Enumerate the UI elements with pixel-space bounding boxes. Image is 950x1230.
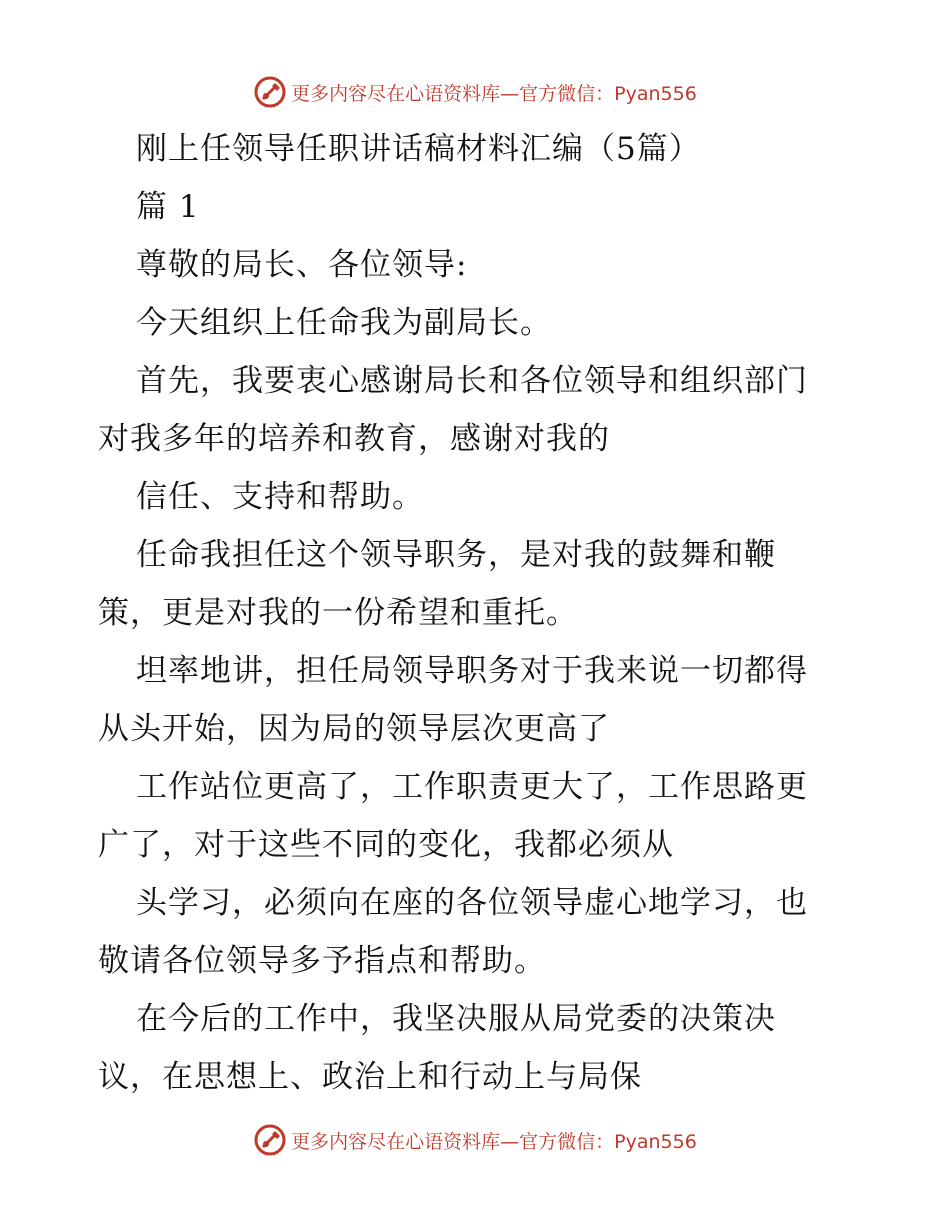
paragraph-line: 首先，我要衷心感谢局长和各位领导和组织部门	[136, 363, 808, 399]
paragraph-line: 信任、支持和帮助。	[136, 479, 424, 515]
paragraph-line: 从头开始，因为局的领导层次更高了	[98, 711, 610, 747]
paragraph-line: 议，在思想上、政治上和行动上与局保	[98, 1059, 642, 1095]
footer-banner	[0, 1120, 950, 1160]
paragraph-line: 头学习，必须向在座的各位领导虚心地学习，也	[136, 885, 808, 921]
logo-icon	[253, 1123, 287, 1157]
section-heading: 篇 1	[136, 189, 200, 225]
paragraph-line: 对我多年的培养和教育，感谢对我的	[98, 421, 610, 457]
logo-icon	[253, 75, 287, 109]
paragraph-line: 在今后的工作中，我坚决服从局党委的决策决	[136, 1001, 776, 1037]
footer-banner-text: 更多内容尽在心语资料库—官方微信：Pyan556	[291, 1130, 697, 1153]
paragraph-line: 工作站位更高了，工作职责更大了，工作思路更	[136, 769, 808, 805]
document-body	[98, 120, 858, 1106]
paragraph-line: 今天组织上任命我为副局长。	[136, 305, 552, 341]
paragraph-line: 坦率地讲，担任局领导职务对于我来说一切都得	[136, 653, 808, 689]
salutation: 尊敬的局长、各位领导:	[136, 247, 468, 283]
paragraph-line: 策，更是对我的一份希望和重托。	[98, 595, 578, 631]
paragraph-line: 广了，对于这些不同的变化，我都必须从	[98, 827, 674, 863]
header-banner	[0, 72, 950, 112]
paragraph-line: 任命我担任这个领导职务，是对我的鼓舞和鞭	[136, 537, 776, 573]
paragraph-line: 敬请各位领导多予指点和帮助。	[98, 943, 546, 979]
header-banner-text: 更多内容尽在心语资料库—官方微信：Pyan556	[291, 82, 697, 105]
document-title: 刚上任领导任职讲话稿材料汇编（5篇）	[136, 131, 701, 167]
